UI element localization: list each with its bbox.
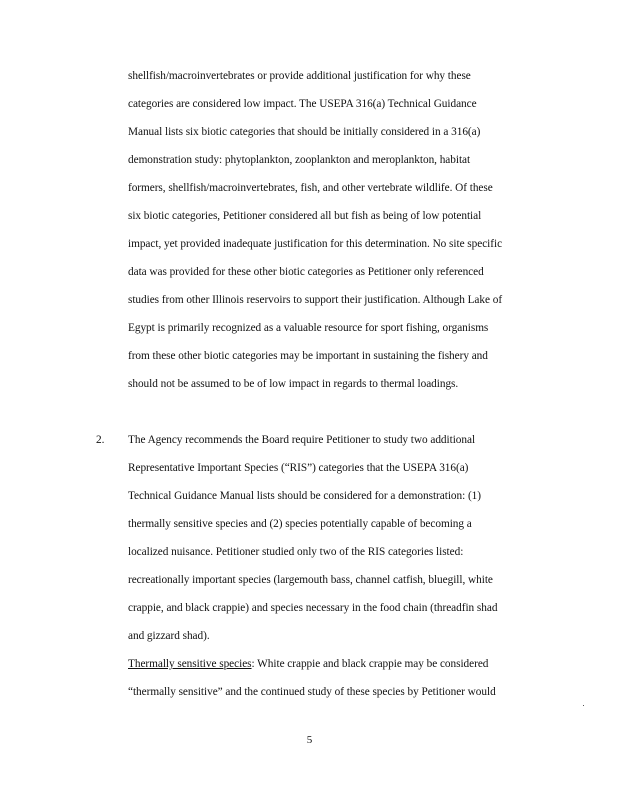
- paragraph-1: [128, 62, 528, 398]
- text-line: Manual lists six biotic categories that should be initially considered in a 316(a): [128, 126, 481, 138]
- subheading-rest: : White crappie and black crappie may be considered: [251, 658, 489, 670]
- text-line: should not be assumed to be of low impact in regards to thermal loadings.: [128, 378, 459, 390]
- page-number: 5: [306, 734, 313, 746]
- text-line: “thermally sensitive” and the continued study of these species by Petitioner would: [128, 686, 496, 698]
- text-line: six biotic categories, Petitioner considered all but fish as being of low potential: [128, 210, 482, 222]
- text-line: categories are considered low impact. The USEPA 316(a) Technical Guidance: [128, 98, 477, 110]
- text-line: shellfish/macroinvertebrates or provide additional justification for why these: [128, 70, 471, 82]
- text-line: The Agency recommends the Board require Petitioner to study two additional: [128, 434, 476, 446]
- subheading-line: [128, 650, 528, 678]
- text-line: from these other biotic categories may be important in sustaining the fishery and: [128, 350, 488, 362]
- text-line: and gizzard shad).: [128, 630, 210, 642]
- text-line: Representative Important Species (“RIS”) categories that the USEPA 316(a): [128, 462, 469, 474]
- text-line: crappie, and black crappie) and species necessary in the food chain (threadfin shad: [128, 602, 498, 614]
- text-line: Technical Guidance Manual lists should be considered for a demonstration: (1): [128, 490, 481, 502]
- text-line: Egypt is primarily recognized as a valuable resource for sport fishing, organisms: [128, 322, 489, 334]
- text-line: thermally sensitive species and (2) species potentially capable of becoming a: [128, 518, 472, 530]
- scan-speck: [583, 705, 584, 706]
- item-number: 2.: [96, 434, 105, 446]
- subheading: Thermally sensitive species: [128, 658, 252, 670]
- text-line: recreationally important species (largemouth bass, channel catfish, bluegill, white: [128, 574, 493, 586]
- text-line: formers, shellfish/macroinvertebrates, fish, and other vertebrate wildlife. Of these: [128, 182, 493, 194]
- text-line: data was provided for these other biotic categories as Petitioner only referenced: [128, 266, 484, 278]
- text-line: demonstration study: phytoplankton, zooplankton and meroplankton, habitat: [128, 154, 471, 166]
- paragraph-2: [128, 426, 528, 706]
- text-line: localized nuisance. Petitioner studied only two of the RIS categories listed:: [128, 546, 464, 558]
- text-line: impact, yet provided inadequate justification for this determination. No site specific: [128, 238, 503, 250]
- text-line: studies from other Illinois reservoirs to support their justification. Although Lake of: [128, 294, 503, 306]
